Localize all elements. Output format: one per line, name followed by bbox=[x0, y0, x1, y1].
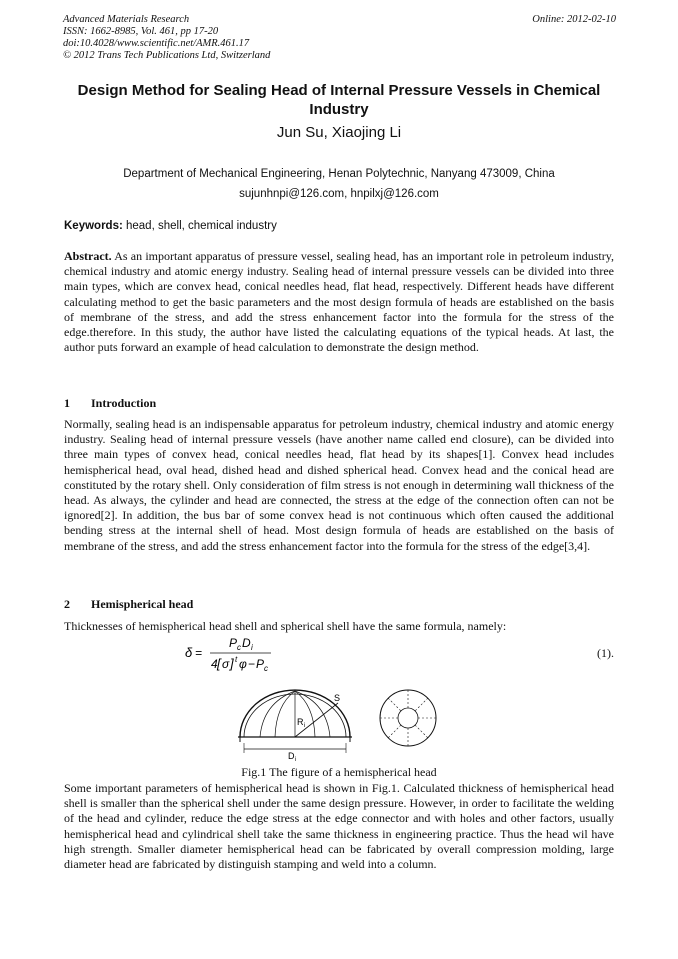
affiliation: Department of Mechanical Engineering, Henan Polytechnic, Nanyang 473009, China bbox=[123, 168, 555, 180]
equation-number: (1). bbox=[597, 646, 614, 660]
issn: ISSN: 1662-8985, Vol. 461, pp 17-20 bbox=[63, 26, 219, 37]
formula-sup: t bbox=[235, 655, 238, 664]
label-d-sub: i bbox=[295, 757, 297, 763]
meridian-line bbox=[275, 691, 295, 737]
doi: doi:10.4028/www.scientific.net/AMR.461.17 bbox=[63, 38, 250, 49]
section-title: Introduction bbox=[91, 396, 157, 410]
paper-title: Design Method for Sealing Head of Internal Pressure Vessels in Chemical Industry bbox=[77, 82, 601, 118]
figure-hemispherical-head bbox=[230, 685, 450, 765]
keywords-text: head, shell, chemical industry bbox=[126, 220, 277, 232]
authors: Jun Su, Xiaojing Li bbox=[276, 124, 402, 141]
formula-den-p: P bbox=[256, 657, 265, 671]
abstract-text: As an important apparatus of pressure vessel, sealing head, has an important role in petroleum industry, chemical industry and atomic energy industry. Sealing head of internal pressure vessels can be divided into three main types, which are convex head, conical needles head, flat head, respectively. Different heads have different calculating method to get the basic parameters and the most design formula of heads are established on the basis of membrane of the stress, and add the stress enhancement factor into the formula for the stress of the edge.therefore. In this study, the author have listed the calculating equations of the typical heads. At last, the author puts forward an example of head calculation to demonstrate the design method. bbox=[64, 249, 614, 355]
keywords-label: Keywords: bbox=[64, 220, 123, 232]
formula-num-d: D bbox=[242, 636, 251, 650]
top-view-spokes bbox=[380, 690, 436, 746]
hemispherical-paragraph: Some important parameters of hemispherical head is shown in Fig.1. Calculated thickness of hemispherical head shell is smaller than the spherical shell under the same design pressure. However, in order to facilitate the welding of the head and cylinder, reduce the edge stress at the edge connector and with holes and other factors, usually hemispherical head and cylindrical shell take the same thickness in engineering practice. Thus the head wil have high strength. Smaller diameter hemispherical head can be fabricated by overall compression molding, large diameter head are fabricated by distinguish stamping and weld into a column. bbox=[64, 781, 614, 872]
keywords bbox=[64, 220, 614, 232]
label-r: R bbox=[297, 717, 304, 727]
abstract-label: Abstract. bbox=[64, 249, 112, 263]
formula-phi: φ bbox=[239, 657, 247, 671]
affiliation-block bbox=[64, 164, 614, 204]
section-heading-hemispherical bbox=[64, 597, 193, 612]
formula-minus: − bbox=[248, 657, 256, 671]
section-number: 2 bbox=[64, 597, 70, 611]
formula-1 bbox=[185, 635, 275, 675]
formula-num-p-sub: c bbox=[237, 643, 241, 652]
copyright: © 2012 Trans Tech Publications Ltd, Switzerland bbox=[63, 50, 271, 61]
formula-lhs: δ bbox=[185, 645, 193, 660]
abstract bbox=[64, 249, 614, 355]
section-title: Hemispherical head bbox=[91, 597, 194, 611]
formula-equals: = bbox=[195, 646, 203, 660]
formula-bracket-open: [ bbox=[217, 656, 221, 671]
formula-sigma: σ bbox=[222, 657, 230, 671]
label-d: D bbox=[288, 751, 295, 761]
formula-den-p-sub: c bbox=[264, 664, 268, 673]
label-s: S bbox=[334, 693, 341, 703]
formula-intro: Thicknesses of hemispherical head shell and spherical shell have the same formula, namely: bbox=[64, 619, 507, 633]
introduction-paragraph: Normally, sealing head is an indispensable apparatus for petroleum industry, chemical industry and atomic energy industry. Sealing head of internal pressure vessels (have another name called end closure), can be divided into three main types of convex head, conical needles head, flat head by its shapes[1]. Convex head includes hemispherical head, oval head, dished head and dished spherical head. Convex head and the conical head are constituted by the rotary shell. Only consideration of film stress is not enough in determining wall thickness of the head. As always, the cylinder and head are connected, the stress at the edge of the connection often can not be ignored[2]. In addition, the bus bar of some convex head is not continuous which often caused the additional bending stress at the internal shell of head. Most design formula of heads are established on the basis of membrane of the stress, and add the stress enhancement factor into the formula for the stress of the edge[3,4]. bbox=[64, 417, 614, 553]
meridian-line bbox=[295, 691, 315, 737]
online-date: Online: 2012-02-10 bbox=[532, 14, 616, 25]
section-number: 1 bbox=[64, 396, 70, 410]
formula-num-d-sub: i bbox=[251, 643, 253, 652]
formula-den-coef: 4 bbox=[211, 657, 218, 671]
label-r-sub: i bbox=[304, 723, 306, 729]
figure-caption: Fig.1 The figure of a hemispherical head bbox=[241, 765, 437, 779]
running-header bbox=[63, 14, 270, 62]
formula-num-p: P bbox=[229, 636, 238, 650]
journal-name: Advanced Materials Research bbox=[63, 14, 190, 25]
formula-bracket-close: ] bbox=[230, 656, 234, 671]
section-heading-introduction bbox=[64, 396, 156, 411]
emails: sujunhnpi@126.com, hnpilxj@126.com bbox=[239, 188, 439, 200]
